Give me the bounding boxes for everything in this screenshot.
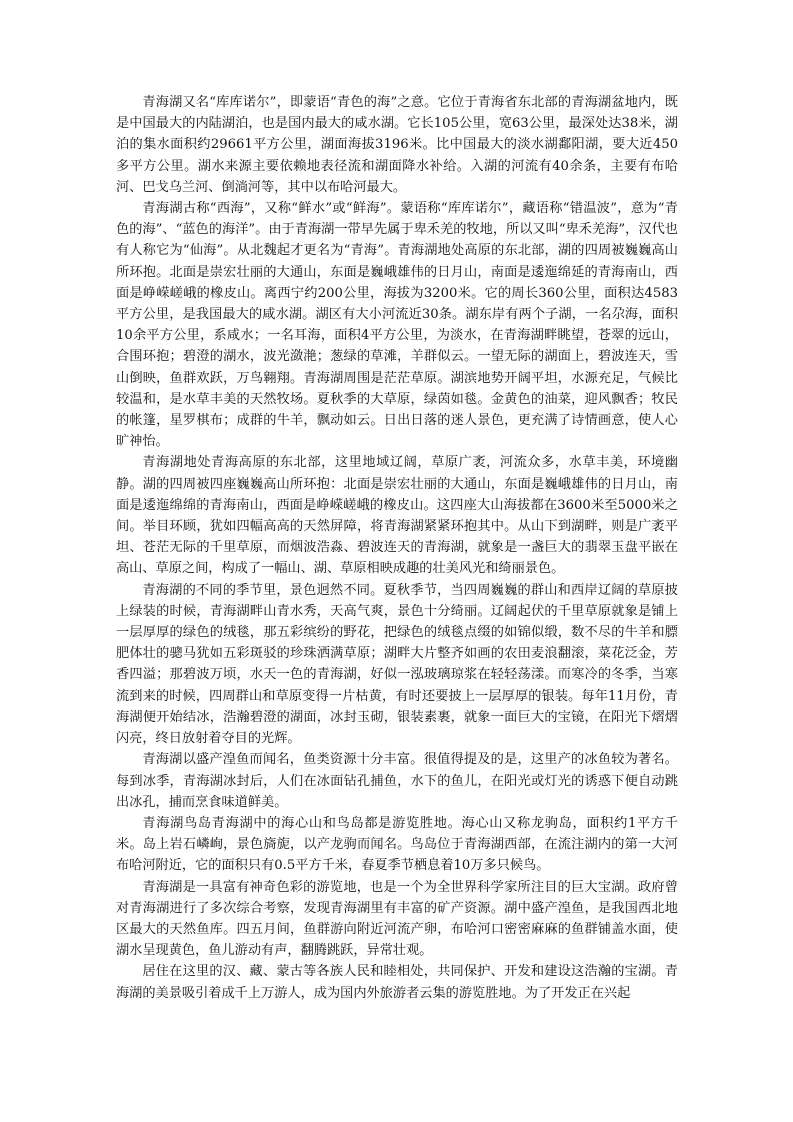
paragraph-people-tourism: 居住在这里的汉、藏、蒙古等各族人民和睦相处，共同保护、开发和建设这浩瀚的宝湖。青海湖的美景吸引着成千上万游人，成为国内外旅游者云集的游览胜地。为了开发正在兴起 [116, 964, 678, 1001]
paragraph-fish: 青海湖以盛产湟鱼而闻名，鱼类资源十分丰富。很值得提及的是，这里产的冰鱼较为著名。每到冰季，青海湖冰封后，人们在冰面钻孔捕鱼，水下的鱼儿，在阳光或灯光的诱惑下便自动跳出冰孔，捕而烹食味道鲜美。 [116, 752, 678, 810]
paragraph-bird-island: 青海湖鸟岛青海湖中的海心山和鸟岛都是游览胜地。海心山又称龙驹岛，面积约1平方千米。岛上岩石嶙峋，景色旖旎，以产龙驹而闻名。鸟岛位于青海湖西部，在流注湖内的第一大河布哈河附近，它的面积只有0.5平方千米，春夏季节栖息着10万多只候鸟。 [116, 815, 678, 874]
paragraph-seasons: 青海湖的不同的季节里，景色迥然不同。夏秋季节，当四周巍巍的群山和西岸辽阔的草原披上绿装的时候，青海湖畔山青水秀，天高气爽，景色十分绮丽。辽阔起伏的千里草原就象是铺上一层厚厚的绿色的绒毯，那五彩缤纷的野花，把绿色的绒毯点缀的如锦似缎，数不尽的牛羊和膘肥体壮的骢马犹如五彩斑驳的珍珠洒满草原；湖畔大片整齐如画的农田麦浪翻滚，菜花泛金，芳香四溢；那碧波万顷，水天一色的青海湖，好似一泓玻璃琼浆在轻轻荡漾。而寒冷的冬季，当寒流到来的时候，四周群山和草原变得一片枯黄，有时还要披上一层厚厚的银装。每年11月份，青海湖便开始结冰，浩瀚碧澄的湖面，冰封玉砌，银装素裹，就象一面巨大的宝镜，在阳光下熠熠闪亮，终日放射着夺目的光辉。 [116, 582, 678, 747]
document-page [116, 92, 678, 1004]
paragraph-history-geography: 青海湖古称“西海”，又称“鲜水”或“鲜海”。蒙语称“库库诺尔”，藏语称“错温波”，意为“青色的海”、“蓝色的海洋”。由于青海湖一带早先属于卑禾羌的牧地，所以又叫“卑禾羌海”，汉代也有人称它为“仙海”。从北魏起才更名为“青海”。青海湖地处高原的东北部，湖的四周被巍巍高山所环抱。北面是崇宏壮丽的大通山，东面是巍峨雄伟的日月山，南面是逶迤绵延的青海南山，西面是峥嵘嵯峨的橡皮山。离西宁约200公里，海拔为3200米。它的周长360公里，面积达4583平方公里，是我国最大的咸水湖。湖区有大小河流近30条。湖东岸有两个子湖，一名尕海，面积10余平方公里，系咸水；一名耳海，面积4平方公里，为淡水，在青海湖畔眺望，苍翠的远山，合围环抱；碧澄的湖水，波光潋滟；葱绿的草滩，羊群似云。一望无际的湖面上，碧波连天，雪山倒映，鱼群欢跃，万鸟翱翔。青海湖周围是茫茫草原。湖滨地势开阔平坦，水源充足，气候比较温和，是水草丰美的天然牧场。夏秋季的大草原，绿茵如毯。金黄色的油菜，迎风飘香；牧民的帐篷，星罗棋布；成群的牛羊，飘动如云。日出日落的迷人景色，更充满了诗情画意，使人心旷神怡。 [116, 201, 678, 450]
paragraph-science-resources: 青海湖是一具富有神奇色彩的游览地，也是一个为全世界科学家所注目的巨大宝湖。政府曾对青海湖进行了多次综合考察，发现青海湖里有丰富的矿产资源。湖中盛产湟鱼，是我国西北地区最大的天然鱼库。四五月间，鱼群游向附近河流产卵，布哈河口密密麻麻的鱼群铺盖水面，使湖水呈现黄色，鱼儿游动有声，翻腾跳跃，异常壮观。 [116, 879, 678, 959]
paragraph-name-origin: 青海湖又名“库库诺尔”，即蒙语“青色的海”之意。它位于青海省东北部的青海湖盆地内，既是中国最大的内陆湖泊，也是国内最大的咸水湖。它长105公里，宽63公里，最深处达38米，湖泊的集水面积约29661平方公里，湖面海拔3196米。比中国最大的淡水湖鄱阳湖，要大近450多平方公里。湖水来源主要依赖地表径流和湖面降水补给。入湖的河流有40余条，主要有布哈河、巴戈乌兰河、倒淌河等，其中以布哈河最大。 [116, 95, 678, 195]
paragraph-surrounding-mountains: 青海湖地处青海高原的东北部，这里地域辽阔，草原广袤，河流众多，水草丰美，环境幽静。湖的四周被四座巍巍高山所环抱：北面是崇宏壮丽的大通山，东面是巍峨雄伟的日月山，南面是逶迤绵绵的青海南山，西面是峥嵘嵯峨的橡皮山。这四座大山海拔都在3600米至5000米之间。举目环顾，犹如四幅高高的天然屏障，将青海湖紧紧环抱其中。从山下到湖畔，则是广袤平坦、苍茫无际的千里草原，而烟波浩淼、碧波连天的青海湖，就象是一盏巨大的翡翠玉盘平嵌在高山、草原之间，构成了一幅山、湖、草原相映成趣的壮美风光和绮丽景色。 [116, 455, 678, 577]
